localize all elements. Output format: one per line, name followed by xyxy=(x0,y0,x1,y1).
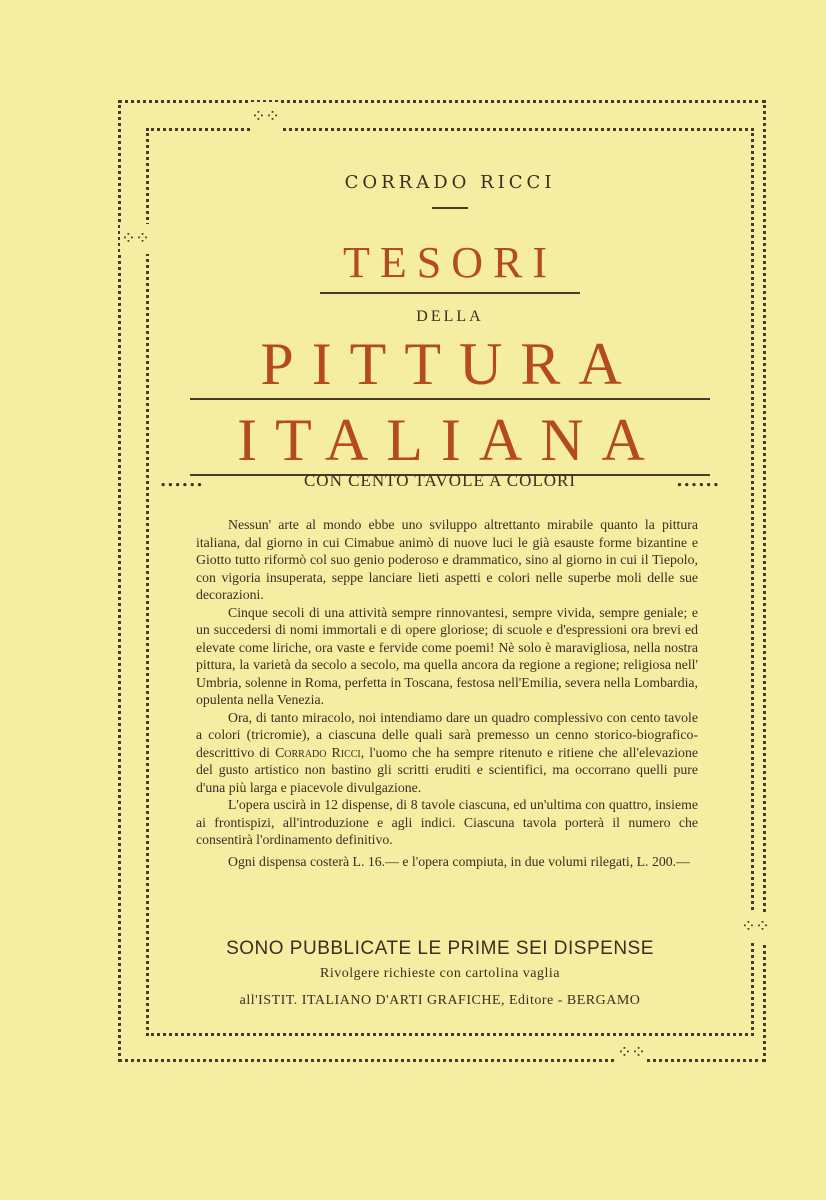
paragraph-5: Ogni dispensa costerà L. 16.— e l'opera compiuta, in due volumi rilegati, L. 200.— xyxy=(228,853,690,869)
title-della: DELLA xyxy=(416,308,484,325)
announcement: SONO PUBBLICATE LE PRIME SEI DISPENSE xyxy=(226,938,654,959)
subtitle: CON CENTO TAVOLE A COLORI xyxy=(303,470,577,490)
subtitle-dots-left: ...... xyxy=(160,470,204,491)
paragraph-3 xyxy=(196,709,698,797)
ornament-top-icon: ⁘⁘ xyxy=(250,102,280,132)
title-tesori: TESORI xyxy=(343,238,557,287)
author-rule xyxy=(432,207,468,209)
paragraph-1: Nessun' arte al mondo ebbe uno sviluppo altrettanto mirabile quanto la pittura italiana, dal giorno in cui Cimabue animò di nuove luci le già esauste forme bizantine e Giotto tutto riformò col suo genio poderoso e drammatico, sino al giorno in cui il Tiepolo, con vigoria insuperata, seppe lanciare lieti aspetti e colori nelle superbe moli delle sue decorazioni. xyxy=(196,517,698,602)
paragraph-3-text-a: Ora, di tanto miracolo, noi intendiamo dare un quadro complessivo con cento tavole a colori (tricromie), a ciascuna delle quali sarà premesso un cenno storico-biografico-descrittivo di xyxy=(196,709,698,760)
ornament-left-icon: ⁘⁘ xyxy=(120,224,150,254)
title-block xyxy=(190,160,710,476)
publisher-line: all'ISTIT. ITALIANO D'ARTI GRAFICHE, Editore - BERGAMO xyxy=(239,993,641,1008)
paragraph-4: L'opera uscirà in 12 dispense, di 8 tavole ciascuna, ed un'ultima con quattro, insieme ai frontispizi, all'introduzione e agli indici. Ciascuna tavola porterà il numero che consentirà l'ordinamento definitivo. xyxy=(196,797,698,847)
subtitle-dots-right: ...... xyxy=(676,470,720,491)
paragraph-3-author: Corrado Ricci xyxy=(275,744,361,760)
ornament-right-icon: ⁘⁘ xyxy=(740,912,770,942)
body-text xyxy=(196,516,698,870)
ornament-bottom-icon: ⁘⁘ xyxy=(616,1038,646,1068)
paragraph-2: Cinque secoli di una attività sempre rinnovantesi, sempre vivida, sempre geniale; e un succedersi di nomi immortali e di opere gloriose; di scuole e d'espressioni ora brevi ed elevate come liriche, ora vaste e fervide come poemi! Nè solo è maravigliosa, nella nostra pittura, la varietà da secolo a secolo, ma quella ancora da regione a regione; religiosa nell' Umbria, solenne in Roma, perfetta in Toscana, festosa nell'Emilia, severa nella Lombardia, opulenta nella Venezia. xyxy=(196,604,698,707)
paragraph-3-text-b: , l'uomo che ha sempre ritenuto e ritiene che all'elevazione del gusto artistico non bastino gli scritti eruditi e scientifici, ma occorrano quelli pure d'una più larga e piacevole divulgazione. xyxy=(196,744,698,795)
title-rule-1 xyxy=(320,292,580,294)
title-italiana: ITALIANA xyxy=(237,407,663,473)
order-note: Rivolgere richieste con cartolina vaglia xyxy=(319,966,561,981)
title-pittura: PITTURA xyxy=(260,331,640,397)
author-name: CORRADO RICCI xyxy=(344,172,556,193)
subtitle-row xyxy=(160,470,720,491)
title-rule-2 xyxy=(190,398,710,400)
